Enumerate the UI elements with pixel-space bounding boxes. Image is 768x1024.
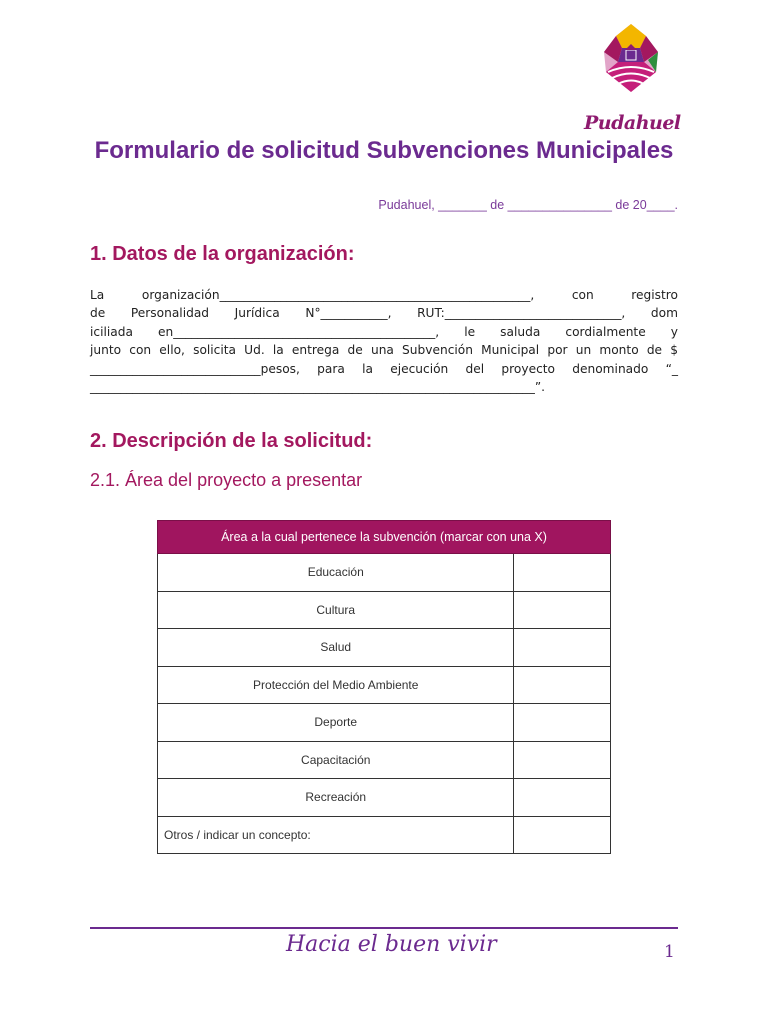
- table-row: [158, 629, 611, 667]
- table-row: [158, 554, 611, 592]
- area-mark-cell[interactable]: [514, 591, 611, 629]
- paragraph-line: _________________________________________________________________________”.: [90, 380, 546, 395]
- section1-heading: 1. Datos de la organización:: [90, 243, 355, 265]
- table-row: [158, 704, 611, 742]
- paragraph-line: iciliada en___________________________________________, le saluda cordialmente y: [90, 324, 678, 339]
- pudahuel-logo: [584, 22, 681, 134]
- area-mark-cell[interactable]: [514, 779, 611, 817]
- paragraph-line: de Personalidad Jurídica N°___________, RUT:_____________________________, dom: [90, 306, 678, 321]
- area-mark-cell[interactable]: [514, 629, 611, 667]
- paragraph-line: La organización___________________________________________________, con registro: [90, 288, 678, 302]
- area-label: Otros / indicar un concepto:: [158, 816, 514, 854]
- area-label: Salud: [158, 629, 514, 667]
- organization-paragraph: [90, 286, 678, 396]
- area-label: Recreación: [158, 779, 514, 817]
- footer-slogan: Hacia el buen vivir: [286, 932, 497, 957]
- pudahuel-logo-icon: [596, 22, 666, 94]
- section2-subheading: 2.1. Área del proyecto a presentar: [90, 470, 363, 490]
- date-line: Pudahuel, _______ de _______________ de 20____.: [378, 198, 678, 212]
- table-row: [158, 779, 611, 817]
- footer-divider: [90, 927, 678, 929]
- logo-text: Pudahuel: [584, 112, 681, 134]
- area-label: Protección del Medio Ambiente: [158, 666, 514, 704]
- paragraph-line: ____________________________pesos, para la ejecución del proyecto denominado “_: [90, 361, 678, 376]
- area-mark-cell[interactable]: [514, 666, 611, 704]
- area-mark-cell[interactable]: [514, 554, 611, 592]
- area-label: Capacitación: [158, 741, 514, 779]
- area-mark-cell[interactable]: [514, 741, 611, 779]
- project-area-table: [157, 520, 611, 854]
- section2-heading: 2. Descripción de la solicitud:: [90, 430, 373, 452]
- page-number: 1: [664, 942, 675, 962]
- area-label: Cultura: [158, 591, 514, 629]
- document-title: Formulario de solicitud Subvenciones Municipales: [94, 137, 674, 164]
- table-header: Área a la cual pertenece la subvención (marcar con una X): [158, 521, 611, 554]
- table-row: [158, 666, 611, 704]
- table-row: [158, 591, 611, 629]
- table-row: [158, 816, 611, 854]
- area-label: Deporte: [158, 704, 514, 742]
- area-label: Educación: [158, 554, 514, 592]
- area-mark-cell[interactable]: [514, 816, 611, 854]
- area-mark-cell[interactable]: [514, 704, 611, 742]
- paragraph-line: junto con ello, solicita Ud. la entrega de una Subvención Municipal por un monto de $: [90, 343, 678, 358]
- table-row: [158, 741, 611, 779]
